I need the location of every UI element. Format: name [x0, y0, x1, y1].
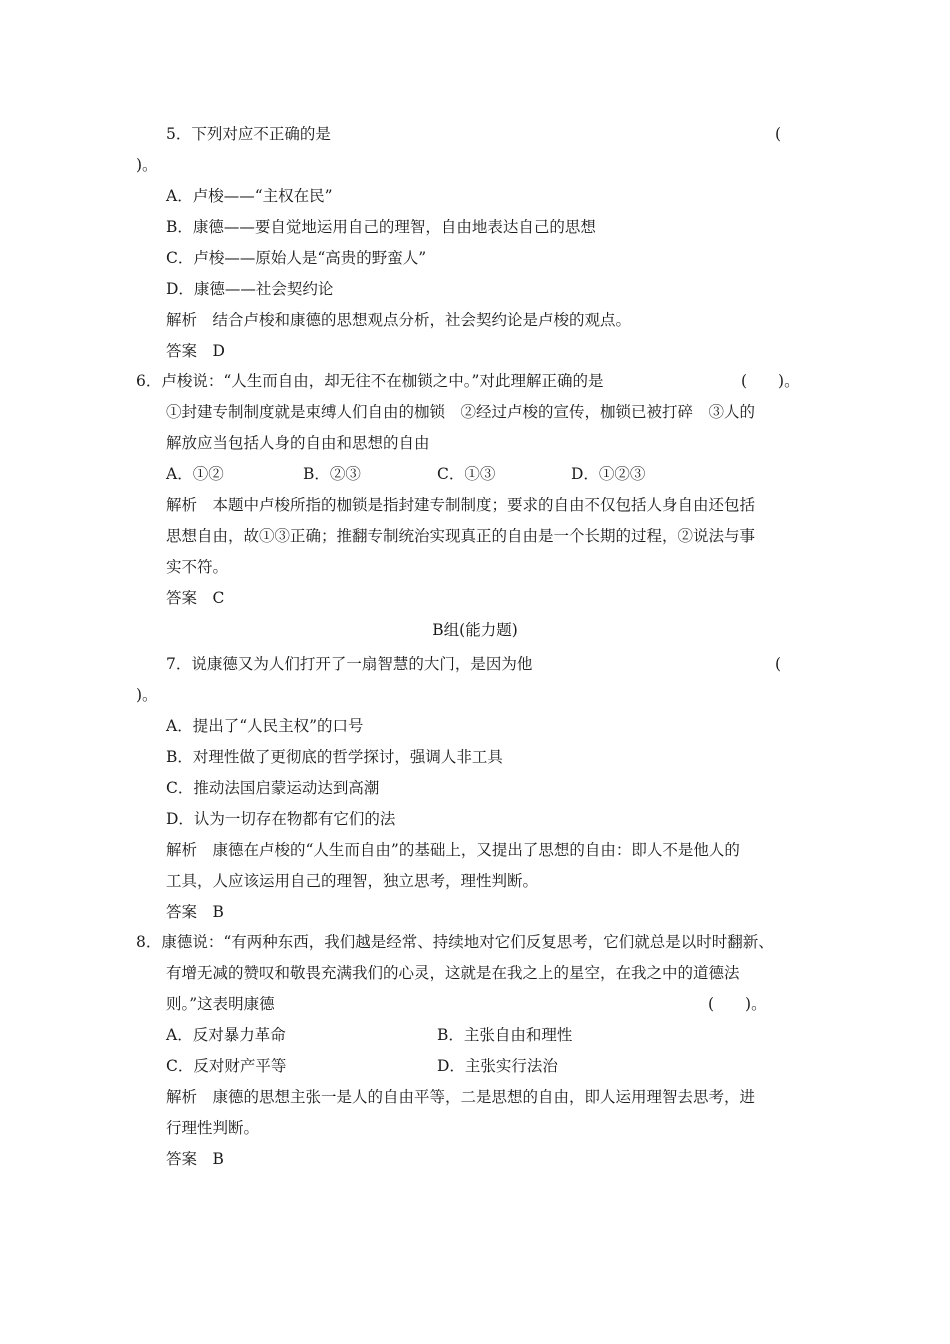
q7-answer-paren-close: )。: [136, 686, 158, 704]
q5-stem: 5．下列对应不正确的是: [166, 125, 331, 143]
q5-answer: 答案 D: [166, 342, 225, 360]
q8-stem-line-2: 有增无减的赞叹和敬畏充满我们的心灵，这就是在我之上的星空，在我之中的道德法: [166, 964, 740, 982]
q5-answer-paren-close: )。: [136, 156, 158, 174]
q7-stem: 7．说康德又为人们打开了一扇智慧的大门，是因为他: [166, 655, 533, 673]
q7-option-b: B．对理性做了更彻底的哲学探讨，强调人非工具: [166, 748, 503, 766]
q7-option-d: D．认为一切存在物都有它们的法: [166, 810, 396, 828]
q6-stem: 6．卢梭说：“人生而自由，却无往不在枷锁之中。”对此理解正确的是: [136, 372, 604, 390]
q5-option-b: B．康德——要自觉地运用自己的理智，自由地表达自己的思想: [166, 218, 596, 236]
q7-answer: 答案 B: [166, 903, 224, 921]
q6-statements-line-1: ①封建专制制度就是束缚人们自由的枷锁 ②经过卢梭的宣传，枷锁已被打碎 ③人的: [166, 403, 756, 421]
q8-analysis-line-2: 行理性判断。: [166, 1119, 260, 1137]
q6-statements-line-2: 解放应当包括人身的自由和思想的自由: [166, 434, 430, 452]
q6-option-c: C．①③: [437, 465, 496, 483]
q8-option-b: B．主张自由和理性: [437, 1026, 573, 1044]
q7-answer-paren-open: (: [775, 655, 782, 673]
q8-answer-paren: ( )。: [708, 995, 767, 1013]
q6-answer: 答案 C: [166, 589, 225, 607]
q6-option-d: D．①②③: [571, 465, 646, 483]
section-title: B组(能力题): [432, 621, 518, 639]
q8-option-c: C．反对财产平等: [166, 1057, 287, 1075]
q8-answer: 答案 B: [166, 1150, 224, 1168]
q6-option-a: A．①②: [166, 465, 224, 483]
q7-analysis-line-2: 工具，人应该运用自己的理智，独立思考，理性判断。: [166, 872, 539, 890]
q7-option-c: C．推动法国启蒙运动达到高潮: [166, 779, 380, 797]
q8-stem-line-1: 8．康德说：“有两种东西，我们越是经常、持续地对它们反复思考，它们就总是以时时翻新、: [136, 933, 774, 951]
q6-analysis-line-1: 解析 本题中卢梭所指的枷锁是指封建专制制度；要求的自由不仅包括人身自由还包括: [166, 496, 756, 514]
q8-option-d: D．主张实行法治: [437, 1057, 558, 1075]
q5-option-c: C．卢梭——原始人是“高贵的野蛮人”: [166, 249, 427, 267]
q6-analysis-line-2: 思想自由，故①③正确；推翻专制统治实现真正的自由是一个长期的过程，②说法与事: [166, 527, 756, 545]
q6-option-b: B．②③: [303, 465, 361, 483]
q7-option-a: A．提出了“人民主权”的口号: [166, 717, 364, 735]
q8-analysis-line-1: 解析 康德的思想主张一是人的自由平等，二是思想的自由，即人运用理智去思考，进: [166, 1088, 756, 1106]
q5-option-d: D．康德——社会契约论: [166, 280, 334, 298]
q5-option-a: A．卢梭——“主权在民”: [166, 187, 333, 205]
q5-analysis: 解析 结合卢梭和康德的思想观点分析，社会契约论是卢梭的观点。: [166, 311, 632, 329]
q8-option-a: A．反对暴力革命: [166, 1026, 286, 1044]
q6-answer-paren: ( )。: [741, 372, 800, 390]
q6-analysis-line-3: 实不符。: [166, 558, 229, 576]
q8-stem-line-3: 则。”这表明康德: [166, 995, 275, 1013]
q5-answer-paren-open: (: [775, 125, 782, 143]
q7-analysis-line-1: 解析 康德在卢梭的“人生而自由”的基础上，又提出了思想的自由：即人不是他人的: [166, 841, 740, 859]
